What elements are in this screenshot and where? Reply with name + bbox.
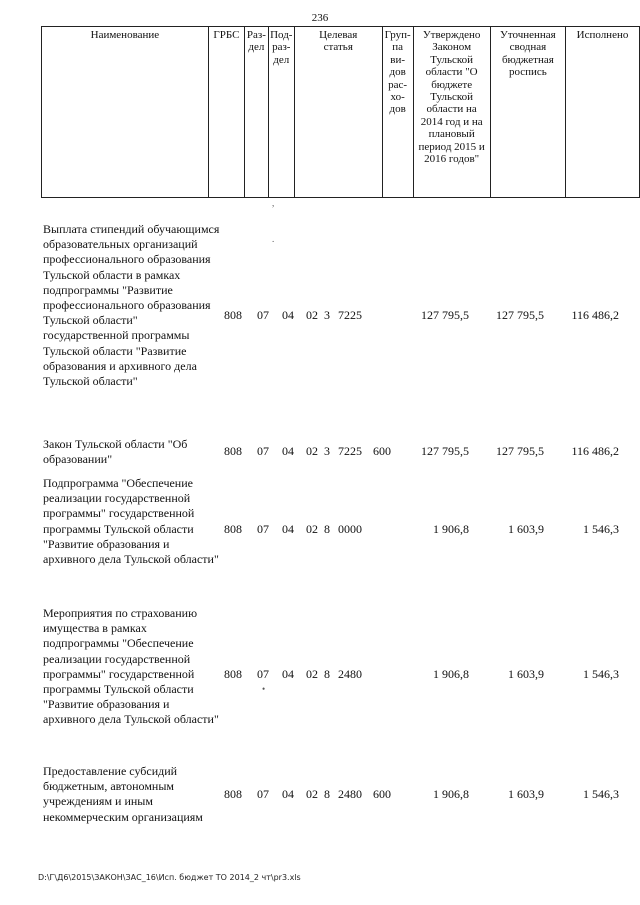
cell-target-program: 02 [306, 787, 318, 801]
cell-target-direction: 7225 [338, 444, 362, 458]
cell-target-program: 02 [306, 444, 318, 458]
header-razdel: Раз- дел [245, 27, 269, 198]
cell-approved: 1 906,8 [433, 787, 469, 801]
cell-grbs: 808 [224, 308, 242, 322]
cell-target-direction: 0000 [338, 522, 362, 536]
cell-grbs: 808 [224, 444, 242, 458]
table-row [41, 222, 621, 407]
cell-done: 1 546,3 [583, 522, 619, 536]
cell-podrazdel: 04 [282, 444, 294, 458]
cell-refined: 1 603,9 [508, 787, 544, 801]
cell-done: 116 486,2 [571, 308, 619, 322]
cell-refined: 1 603,9 [508, 667, 544, 681]
cell-target-subprogram: 3 [324, 444, 330, 458]
cell-target-subprogram: 8 [324, 787, 330, 801]
cell-group: 600 [373, 787, 391, 801]
table-row [41, 437, 621, 471]
cell-razdel: 07 [257, 308, 269, 322]
cell-grbs: 808 [224, 787, 242, 801]
scan-mark: , [272, 198, 275, 208]
cell-razdel: 07 [257, 522, 269, 536]
cell-grbs: 808 [224, 522, 242, 536]
table-row [41, 606, 621, 746]
cell-target-subprogram: 8 [324, 522, 330, 536]
cell-refined: 127 795,5 [496, 308, 544, 322]
cell-podrazdel: 04 [282, 522, 294, 536]
budget-table-header [41, 26, 640, 198]
cell-approved: 127 795,5 [421, 444, 469, 458]
row-name: Закон Тульской области "Об образовании" [43, 437, 188, 467]
header-target: Целевая статья [294, 27, 382, 198]
header-approved: Утверждено Законом Тульской области "О бюджете Тульской области на 2014 год и на плановый период 2015 и 2016 годов" [413, 27, 490, 198]
table-row [41, 764, 621, 828]
cell-target-subprogram: 8 [324, 667, 330, 681]
header-done: Исполнено [565, 27, 639, 198]
row-name: Мероприятия по страхованию имущества в рамках подпрограммы "Обеспечение реализации государственной программы" государственной программы Тульской области "Развитие образования и архивного дела Тульской области" [43, 606, 219, 727]
cell-razdel: 07 [257, 787, 269, 801]
cell-group: 600 [373, 444, 391, 458]
cell-target-direction: 2480 [338, 787, 362, 801]
cell-razdel: 07 [257, 444, 269, 458]
header-group: Груп- па ви- дов рас- хо- дов [382, 27, 413, 198]
cell-target-program: 02 [306, 522, 318, 536]
cell-done: 1 546,3 [583, 667, 619, 681]
cell-done: 1 546,3 [583, 787, 619, 801]
cell-grbs: 808 [224, 667, 242, 681]
table-row [41, 476, 621, 586]
cell-target-direction: 7225 [338, 308, 362, 322]
cell-target-program: 02 [306, 667, 318, 681]
cell-approved: 1 906,8 [433, 667, 469, 681]
cell-podrazdel: 04 [282, 308, 294, 322]
cell-refined: 127 795,5 [496, 444, 544, 458]
cell-target-direction: 2480 [338, 667, 362, 681]
row-name: Предоставление субсидий бюджетным, автономным учреждениям и иным некоммерческим организациям [43, 764, 203, 824]
cell-razdel: 07 [257, 667, 269, 681]
cell-podrazdel: 04 [282, 787, 294, 801]
header-podrazdel: Под- раз- дел [268, 27, 294, 198]
cell-approved: 1 906,8 [433, 522, 469, 536]
page-number: 236 [311, 12, 329, 24]
cell-done: 116 486,2 [571, 444, 619, 458]
cell-refined: 1 603,9 [508, 522, 544, 536]
cell-target-subprogram: 3 [324, 308, 330, 322]
cell-target-program: 02 [306, 308, 318, 322]
scan-mark: . [272, 234, 275, 244]
file-path-footer: D:\Г\Д6\2015\ЗАКОН\ЗАС_16\Исп. бюджет ТО 2014_2 чт\pr3.xls [38, 873, 301, 882]
row-name: Выплата стипендий обучающимся образовательных организаций профессионального образования Тульской области в рамках подпрограммы "Развитие профессионального образования Тульской области" государственной программы Тульской области "Развитие образования и архивного дела Тульской области" [43, 222, 220, 389]
header-name: Наименование [42, 27, 209, 198]
scan-mark: • [262, 684, 266, 694]
row-name: Подпрограмма "Обеспечение реализации государственной программы" государственной программы Тульской области "Развитие образования и архивного дела Тульской области" [43, 476, 219, 567]
header-refined: Уточненная сводная бюджетная роспись [490, 27, 565, 198]
cell-approved: 127 795,5 [421, 308, 469, 322]
header-grbs: ГРБС [208, 27, 244, 198]
cell-podrazdel: 04 [282, 667, 294, 681]
